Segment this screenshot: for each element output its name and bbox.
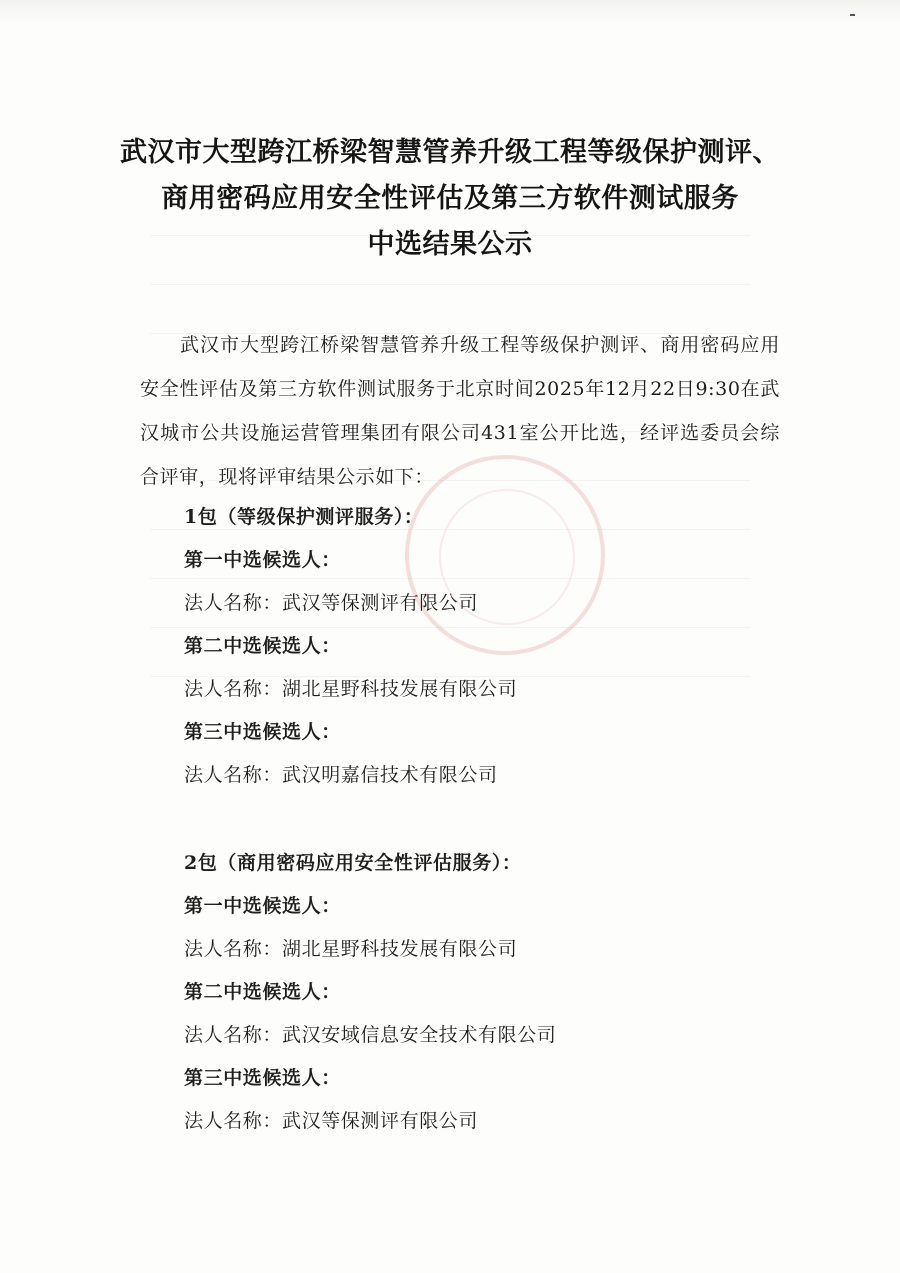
scan-speck (850, 14, 855, 16)
package-2-rank-2-name: 法人名称：武汉安域信息安全技术有限公司 (184, 1024, 557, 1046)
package-2-rank-3-label: 第三中选候选人： (184, 1067, 341, 1089)
package-2-section (184, 842, 784, 1143)
title-line-3: 中选结果公示 (367, 229, 533, 260)
package-1-rank-3-label: 第三中选候选人： (184, 721, 341, 743)
package-2-rank-2-label: 第二中选候选人： (184, 981, 341, 1003)
package-1-heading: 1包（等级保护测评服务）： (184, 506, 424, 528)
intro-text: 武汉市大型跨江桥梁智慧管养升级工程等级保护测评、商用密码应用安全性评估及第三方软件测试服务于北京时间2025年12月22日9:30在武汉城市公共设施运营管理集团有限公司431室公开比选，经评选委员会综合评审，现将评审结果公示如下： (140, 334, 780, 488)
title-line-2: 商用密码应用安全性评估及第三方软件测试服务 (161, 183, 739, 214)
scan-edge (0, 0, 900, 22)
package-1-rank-2-label: 第二中选候选人： (184, 635, 341, 657)
package-1-rank-2-name: 法人名称：湖北星野科技发展有限公司 (184, 678, 518, 700)
package-1-rank-3-name: 法人名称：武汉明嘉信技术有限公司 (184, 764, 498, 786)
intro-paragraph (140, 323, 780, 499)
package-1-rank-1-label: 第一中选候选人： (184, 549, 341, 571)
package-1-section (184, 496, 784, 797)
package-2-heading: 2包（商用密码应用安全性评估服务）： (184, 852, 522, 874)
package-2-rank-1-label: 第一中选候选人： (184, 895, 341, 917)
package-2-rank-1-name: 法人名称：湖北星野科技发展有限公司 (184, 938, 518, 960)
title-line-1: 武汉市大型跨江桥梁智慧管养升级工程等级保护测评、 (120, 137, 780, 168)
document-title (0, 130, 900, 268)
package-2-rank-3-name: 法人名称：武汉等保测评有限公司 (184, 1110, 479, 1132)
package-1-rank-1-name: 法人名称：武汉等保测评有限公司 (184, 592, 479, 614)
